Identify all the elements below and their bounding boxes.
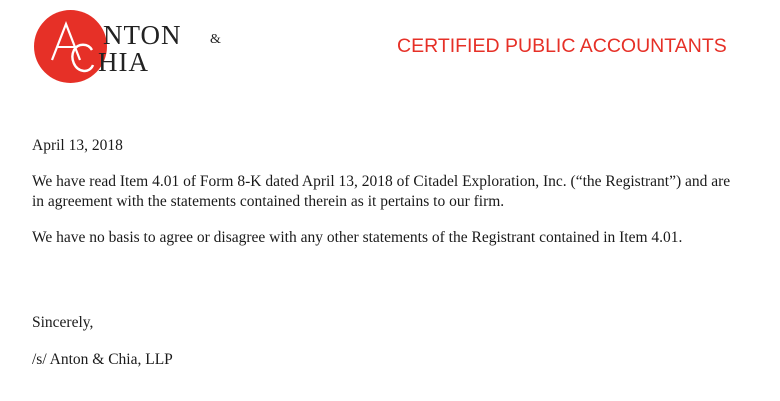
letter-body: [32, 136, 732, 264]
letter-closing: Sincerely,: [32, 314, 94, 331]
logo-word-anton: NTON: [103, 20, 182, 50]
letter-paragraph-1: We have read Item 4.01 of Form 8-K dated April 13, 2018 of Citadel Exploration, Inc. (“the Registrant”) and are in agreement with the statements contained therein as it pertains to our firm.: [32, 173, 731, 210]
letter-signature: /s/ Anton & Chia, LLP: [32, 351, 173, 368]
letterhead: [0, 0, 780, 100]
logo-monogram-icon: [34, 10, 107, 83]
letter-date: April 13, 2018: [32, 137, 123, 154]
company-logo: [34, 10, 107, 83]
logo-word-chia: HIA: [98, 47, 149, 77]
letter-paragraph-2: We have no basis to agree or disagree with any other statements of the Registrant contained in Item 4.01.: [32, 229, 683, 246]
firm-tagline: CERTIFIED PUBLIC ACCOUNTANTS: [397, 35, 727, 57]
logo-ampersand: &: [210, 32, 221, 47]
